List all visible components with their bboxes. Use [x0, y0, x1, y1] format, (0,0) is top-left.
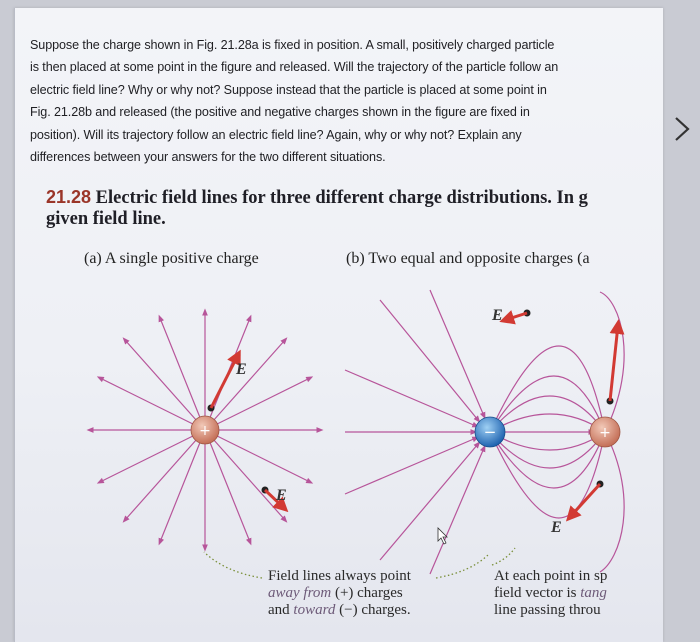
figure-title: Electric field lines for three different charge distributions. In g: [95, 188, 588, 208]
question-line: electric field line? Why or why not? Suppose instead that the particle is placed at some point in: [30, 82, 547, 97]
vector-label: E: [551, 519, 562, 536]
figure-number: 21.28: [46, 187, 92, 207]
caption-b: (b) Two equal and opposite charges (a: [346, 250, 590, 267]
cursor-icon: [438, 528, 447, 544]
note-right-line: line passing throu: [494, 602, 601, 618]
note-left-line: Field lines always point: [268, 568, 411, 584]
note-italic: away from: [268, 585, 332, 601]
question-line: Suppose the charge shown in Fig. 21.28a is fixed in position. A small, positively charged particle: [30, 38, 555, 52]
note-right: At each point in sp field vector is tang line passing throu: [494, 568, 648, 619]
positive-charge-a: [191, 416, 219, 444]
note-right-line: At each point in sp: [494, 568, 608, 584]
svg-text:+: +: [199, 423, 211, 439]
vector-label: E: [492, 307, 503, 324]
question-line: position). Will its trajectory follow an electric field line? Again, why or why not? Explain any: [30, 127, 522, 142]
svg-text:−: −: [483, 423, 497, 441]
positive-charge-b: [590, 417, 620, 447]
question-line: differences between your answers for the two different situations.: [30, 150, 386, 165]
note-left: Field lines always point away from (+) charges and toward (−) charges.: [268, 568, 438, 619]
vector-label: E: [276, 487, 287, 504]
note-italic: toward: [293, 602, 336, 618]
vector-label: E: [236, 361, 247, 378]
negative-charge-b: [475, 417, 505, 447]
question-line: is then placed at some point in the figure and released. Will the trajectory of the particle follow an: [30, 60, 559, 75]
figure-subtitle: given field line.: [46, 209, 166, 229]
svg-text:+: +: [599, 425, 611, 441]
question-line: Fig. 21.28b and released (the positive and negative charges shown in the figure are fixed in: [30, 105, 530, 120]
caption-a: (a) A single positive charge: [84, 250, 259, 267]
note-italic: tang: [580, 585, 607, 601]
